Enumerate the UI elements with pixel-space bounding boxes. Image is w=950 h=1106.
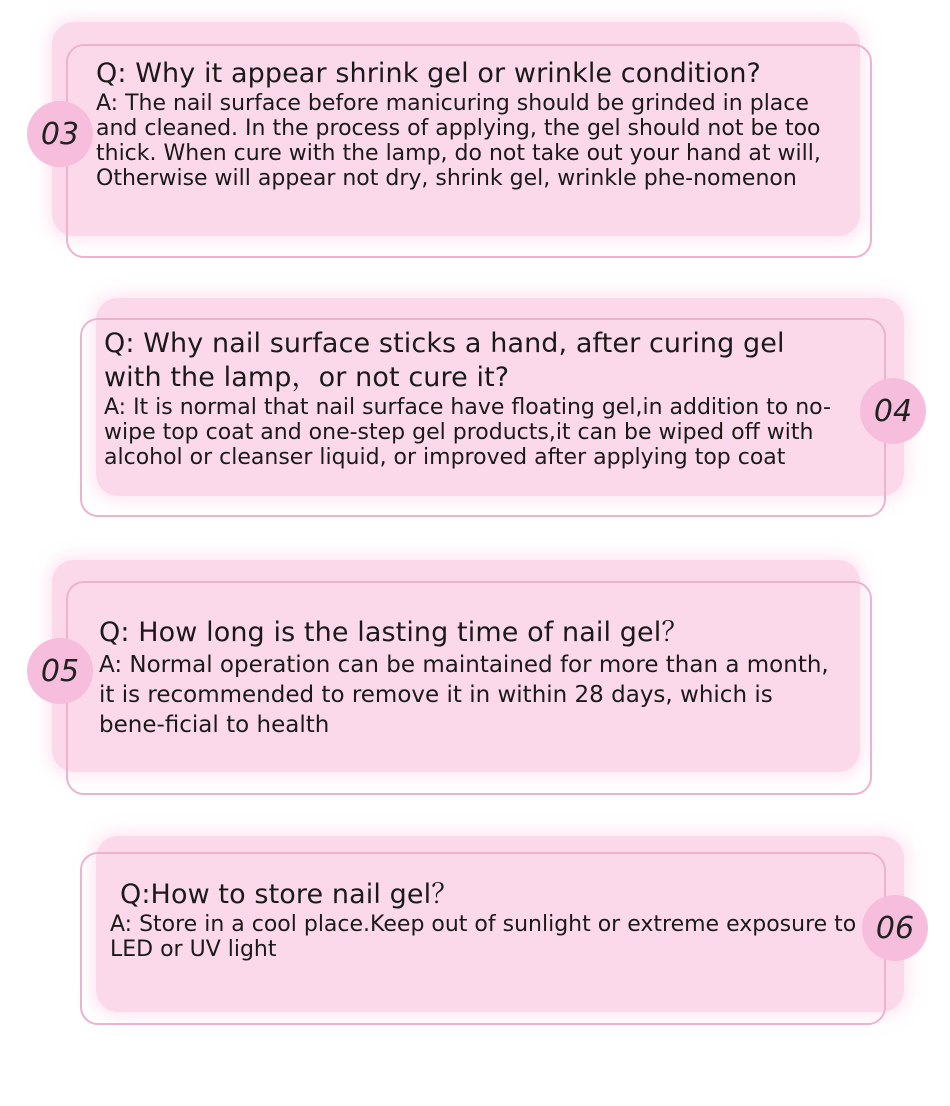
faq-question: Q:How to store nail gel？ bbox=[120, 879, 459, 910]
faq-answer: A: It is normal that nail surface have floating gel,in addition to no-wipe top coat and one-step gel products,it can be wiped off with alcohol or cleanser liquid, or improved after applying top coat bbox=[104, 395, 831, 470]
faq-number-badge: 05 bbox=[27, 638, 93, 704]
faq-question: Q: Why nail surface sticks a hand, after curing gel with the lamp，or not cure it? bbox=[104, 328, 785, 393]
faq-number-badge: 06 bbox=[862, 895, 928, 961]
faq-answer: A: Store in a cool place.Keep out of sunlight or extreme exposure to LED or UV light bbox=[110, 912, 857, 962]
faq-text bbox=[110, 878, 865, 962]
faq-answer: A: The nail surface before manicuring should be grinded in place and cleaned. In the process of applying, the gel should not be too thick. When cure with the lamp, do not take out your hand at will, Otherwise will appear not dry, shrink gel, wrinkle phe-nomenon bbox=[96, 91, 821, 191]
faq-question: Q: Why it appear shrink gel or wrinkle condition? bbox=[96, 58, 761, 89]
faq-number-badge: 03 bbox=[27, 101, 93, 167]
faq-number-badge: 04 bbox=[860, 378, 926, 444]
faq-answer: A: Normal operation can be maintained for more than a month, it is recommended to remove it in within 28 days, which is bene-ficial to health bbox=[99, 652, 829, 738]
faq-question: Q: How long is the lasting time of nail gel？ bbox=[99, 617, 689, 648]
